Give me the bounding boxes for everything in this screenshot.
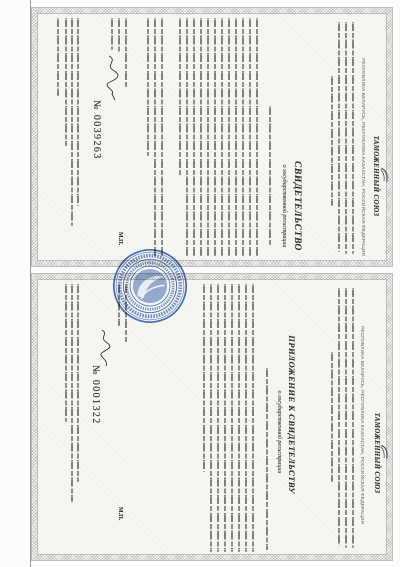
illegible-text-line <box>252 284 254 552</box>
illegible-text-line <box>245 284 247 552</box>
form-number: № 0039263 <box>91 100 102 160</box>
illegible-text-line <box>77 18 79 206</box>
emblem-lower-arc <box>381 170 385 181</box>
illegible-text-line <box>71 284 73 502</box>
illegible-text-line <box>186 18 188 256</box>
illegible-text-line <box>179 18 181 176</box>
illegible-text-line <box>338 22 340 252</box>
illegible-text-line <box>193 18 195 256</box>
illegible-text-line <box>331 76 333 206</box>
illegible-text-line <box>214 18 216 256</box>
illegible-text-line <box>266 368 268 550</box>
illegible-text-line <box>331 352 333 482</box>
stamp-center-disc <box>128 264 171 307</box>
illegible-text-line <box>235 18 237 256</box>
document-title: ПРИЛОЖЕНИЕ К СВИДЕТЕЛЬСТВУ <box>287 335 297 494</box>
seal-place-mark: М.П. <box>117 232 123 246</box>
certificate-appendix <box>30 272 394 562</box>
illegible-text-line <box>118 18 120 52</box>
illegible-text-line <box>338 288 340 546</box>
illegible-text-line <box>231 284 233 552</box>
customs-union-emblem-icon <box>379 167 389 183</box>
illegible-text-line <box>217 284 219 552</box>
member-states: РЕСПУБЛИКА БЕЛАРУСЬ, РЕСПУБЛИКА КАЗАХСТАН, РОССИЙСКАЯ ФЕДЕРАЦИЯ <box>359 326 365 524</box>
signature-stroke <box>107 56 118 100</box>
handwritten-signature <box>104 54 120 102</box>
member-states: РЕСПУБЛИКА БЕЛАРУСЬ, РЕСПУБЛИКА КАЗАХСТАН, РОССИЙСКАЯ ФЕДЕРАЦИЯ <box>360 58 366 256</box>
illegible-text-line <box>238 284 240 552</box>
illegible-text-line <box>65 18 67 146</box>
illegible-text-line <box>203 284 205 472</box>
illegible-text-line <box>111 18 113 50</box>
union-title: ТАМОЖЕННЫЙ СОЮЗ <box>372 135 380 217</box>
registration-certificate <box>30 6 394 268</box>
illegible-text-line <box>249 18 251 256</box>
form-number: № 0001322 <box>90 365 101 425</box>
illegible-text-line <box>228 18 230 256</box>
illegible-text-line <box>352 22 354 254</box>
illegible-text-line <box>210 284 212 552</box>
illegible-text-line <box>154 18 156 256</box>
illegible-text-line <box>345 22 347 254</box>
seal-place-mark: М.П. <box>117 507 123 521</box>
illegible-text-line <box>207 18 209 256</box>
union-title: ТАМОЖЕННЫЙ СОЮЗ <box>373 412 381 494</box>
illegible-text-line <box>200 18 202 256</box>
illegible-text-line <box>161 18 163 256</box>
document-paper <box>37 13 387 261</box>
handwritten-signature <box>97 328 112 368</box>
illegible-text-line <box>77 284 79 482</box>
document-subtitle: о государственной регистрации <box>281 164 287 248</box>
illegible-text-line <box>242 18 244 256</box>
illegible-text-line <box>57 18 59 96</box>
illegible-text-line <box>221 18 223 256</box>
emblem-lower-arc <box>381 447 385 458</box>
illegible-text-line <box>345 288 347 548</box>
document-title: СВИДЕТЕЛЬСТВО <box>292 160 302 252</box>
illegible-text-line <box>125 18 127 88</box>
illegible-text-line <box>65 284 67 422</box>
illegible-text-line <box>71 18 73 226</box>
illegible-text-line <box>352 288 354 548</box>
document-subtitle: о государственной регистрации <box>276 390 282 474</box>
illegible-text-line <box>256 18 258 256</box>
illegible-text-line <box>147 18 149 156</box>
illegible-text-line <box>269 106 271 246</box>
signature-stroke <box>101 330 110 366</box>
illegible-text-line <box>224 284 226 552</box>
